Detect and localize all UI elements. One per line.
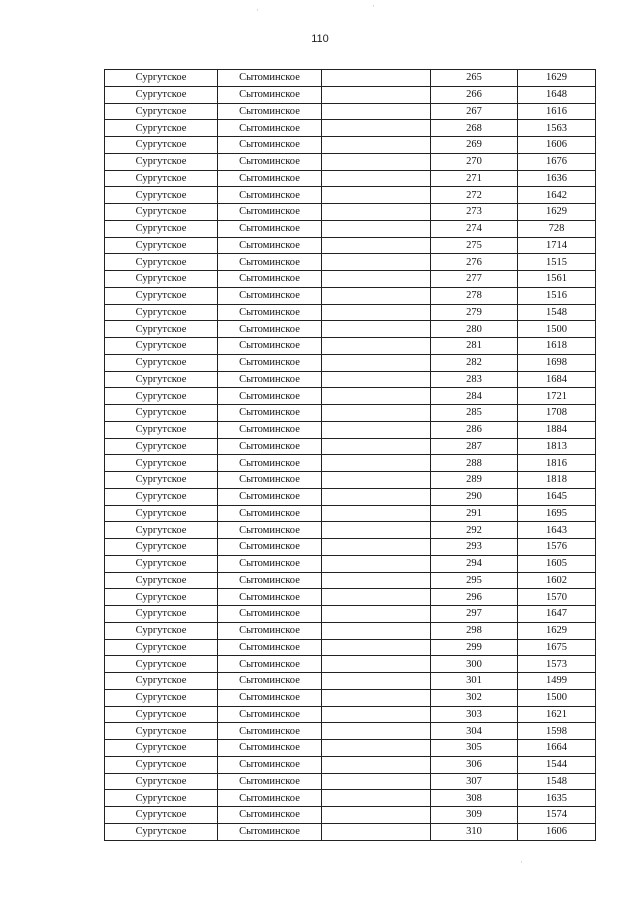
value-cell: 1573: [518, 656, 596, 673]
district-cell: Сургутское: [105, 723, 218, 740]
table-row: [105, 421, 596, 438]
district-cell: Сургутское: [105, 522, 218, 539]
table-row: [105, 673, 596, 690]
settlement-cell: Сытоминское: [218, 338, 322, 355]
number-cell: 303: [431, 706, 518, 723]
settlement-cell: Сытоминское: [218, 371, 322, 388]
value-cell: 1606: [518, 137, 596, 154]
settlement-cell: Сытоминское: [218, 689, 322, 706]
district-cell: Сургутское: [105, 438, 218, 455]
note-cell: [322, 70, 431, 87]
value-cell: 1664: [518, 740, 596, 757]
number-cell: 308: [431, 790, 518, 807]
district-cell: Сургутское: [105, 706, 218, 723]
number-cell: 306: [431, 756, 518, 773]
note-cell: [322, 790, 431, 807]
note-cell: [322, 321, 431, 338]
number-cell: 282: [431, 354, 518, 371]
value-cell: 1643: [518, 522, 596, 539]
value-cell: 1574: [518, 807, 596, 824]
number-cell: 304: [431, 723, 518, 740]
number-cell: 286: [431, 421, 518, 438]
district-cell: Сургутское: [105, 86, 218, 103]
district-cell: Сургутское: [105, 254, 218, 271]
settlement-cell: Сытоминское: [218, 304, 322, 321]
table-row: [105, 622, 596, 639]
scan-speck: ·: [256, 6, 259, 16]
note-cell: [322, 539, 431, 556]
table-row: [105, 204, 596, 221]
settlement-cell: Сытоминское: [218, 86, 322, 103]
settlement-cell: Сытоминское: [218, 756, 322, 773]
settlement-cell: Сытоминское: [218, 807, 322, 824]
number-cell: 276: [431, 254, 518, 271]
number-cell: 289: [431, 472, 518, 489]
note-cell: [322, 555, 431, 572]
note-cell: [322, 103, 431, 120]
table-row: [105, 321, 596, 338]
number-cell: 302: [431, 689, 518, 706]
table-row: [105, 790, 596, 807]
value-cell: 1708: [518, 405, 596, 422]
value-cell: 1563: [518, 120, 596, 137]
note-cell: [322, 723, 431, 740]
settlement-cell: Сытоминское: [218, 589, 322, 606]
value-cell: 1548: [518, 773, 596, 790]
settlement-cell: Сытоминское: [218, 287, 322, 304]
value-cell: 1606: [518, 823, 596, 840]
value-cell: 1629: [518, 622, 596, 639]
number-cell: 301: [431, 673, 518, 690]
value-cell: 1647: [518, 606, 596, 623]
district-cell: Сургутское: [105, 740, 218, 757]
value-cell: 1500: [518, 321, 596, 338]
value-cell: 1515: [518, 254, 596, 271]
number-cell: 274: [431, 220, 518, 237]
number-cell: 271: [431, 170, 518, 187]
district-cell: Сургутское: [105, 689, 218, 706]
value-cell: 1621: [518, 706, 596, 723]
settlement-cell: Сытоминское: [218, 639, 322, 656]
value-cell: 1816: [518, 455, 596, 472]
table-row: [105, 254, 596, 271]
settlement-cell: Сытоминское: [218, 237, 322, 254]
table-row: [105, 723, 596, 740]
number-cell: 287: [431, 438, 518, 455]
number-cell: 275: [431, 237, 518, 254]
table-row: [105, 438, 596, 455]
district-cell: Сургутское: [105, 589, 218, 606]
value-cell: 1598: [518, 723, 596, 740]
number-cell: 305: [431, 740, 518, 757]
note-cell: [322, 522, 431, 539]
note-cell: [322, 371, 431, 388]
value-cell: 1884: [518, 421, 596, 438]
settlement-cell: Сытоминское: [218, 103, 322, 120]
note-cell: [322, 505, 431, 522]
data-table: [104, 69, 596, 841]
district-cell: Сургутское: [105, 70, 218, 87]
number-cell: 298: [431, 622, 518, 639]
settlement-cell: Сытоминское: [218, 522, 322, 539]
value-cell: 1684: [518, 371, 596, 388]
value-cell: 1570: [518, 589, 596, 606]
table-row: [105, 271, 596, 288]
number-cell: 266: [431, 86, 518, 103]
district-cell: Сургутское: [105, 539, 218, 556]
district-cell: Сургутское: [105, 505, 218, 522]
settlement-cell: Сытоминское: [218, 438, 322, 455]
table-row: [105, 706, 596, 723]
table-row: [105, 572, 596, 589]
value-cell: 1544: [518, 756, 596, 773]
table-row: [105, 103, 596, 120]
table-row: [105, 287, 596, 304]
value-cell: 1698: [518, 354, 596, 371]
note-cell: [322, 120, 431, 137]
district-cell: Сургутское: [105, 187, 218, 204]
table-row: [105, 656, 596, 673]
table-row: [105, 237, 596, 254]
settlement-cell: Сытоминское: [218, 706, 322, 723]
value-cell: 1675: [518, 639, 596, 656]
table-row: [105, 187, 596, 204]
note-cell: [322, 807, 431, 824]
number-cell: 281: [431, 338, 518, 355]
district-cell: Сургутское: [105, 488, 218, 505]
settlement-cell: Сытоминское: [218, 187, 322, 204]
settlement-cell: Сытоминское: [218, 488, 322, 505]
number-cell: 270: [431, 153, 518, 170]
district-cell: Сургутское: [105, 606, 218, 623]
value-cell: 1618: [518, 338, 596, 355]
district-cell: Сургутское: [105, 287, 218, 304]
district-cell: Сургутское: [105, 170, 218, 187]
table-row: [105, 455, 596, 472]
value-cell: 728: [518, 220, 596, 237]
table-row: [105, 120, 596, 137]
table-row: [105, 137, 596, 154]
district-cell: Сургутское: [105, 656, 218, 673]
settlement-cell: Сытоминское: [218, 388, 322, 405]
settlement-cell: Сытоминское: [218, 405, 322, 422]
number-cell: 292: [431, 522, 518, 539]
settlement-cell: Сытоминское: [218, 572, 322, 589]
value-cell: 1516: [518, 287, 596, 304]
table-row: [105, 555, 596, 572]
table-row: [105, 589, 596, 606]
district-cell: Сургутское: [105, 673, 218, 690]
district-cell: Сургутское: [105, 220, 218, 237]
note-cell: [322, 220, 431, 237]
note-cell: [322, 689, 431, 706]
settlement-cell: Сытоминское: [218, 354, 322, 371]
number-cell: 296: [431, 589, 518, 606]
district-cell: Сургутское: [105, 204, 218, 221]
number-cell: 278: [431, 287, 518, 304]
scan-speck: ·: [372, 2, 375, 12]
note-cell: [322, 170, 431, 187]
number-cell: 295: [431, 572, 518, 589]
settlement-cell: Сытоминское: [218, 472, 322, 489]
note-cell: [322, 153, 431, 170]
district-cell: Сургутское: [105, 137, 218, 154]
table-row: [105, 539, 596, 556]
district-cell: Сургутское: [105, 622, 218, 639]
table-row: [105, 153, 596, 170]
note-cell: [322, 455, 431, 472]
value-cell: 1499: [518, 673, 596, 690]
table-row: [105, 388, 596, 405]
table-row: [105, 354, 596, 371]
number-cell: 273: [431, 204, 518, 221]
district-cell: Сургутское: [105, 371, 218, 388]
note-cell: [322, 421, 431, 438]
value-cell: 1714: [518, 237, 596, 254]
table-row: [105, 70, 596, 87]
table-row: [105, 823, 596, 840]
settlement-cell: Сытоминское: [218, 421, 322, 438]
table-row: [105, 405, 596, 422]
district-cell: Сургутское: [105, 555, 218, 572]
table-row: [105, 689, 596, 706]
district-cell: Сургутское: [105, 773, 218, 790]
note-cell: [322, 589, 431, 606]
number-cell: 265: [431, 70, 518, 87]
table-row: [105, 86, 596, 103]
number-cell: 272: [431, 187, 518, 204]
note-cell: [322, 338, 431, 355]
table-row: [105, 220, 596, 237]
note-cell: [322, 187, 431, 204]
district-cell: Сургутское: [105, 455, 218, 472]
settlement-cell: Сытоминское: [218, 254, 322, 271]
district-cell: Сургутское: [105, 639, 218, 656]
table-row: [105, 639, 596, 656]
district-cell: Сургутское: [105, 271, 218, 288]
value-cell: 1648: [518, 86, 596, 103]
value-cell: 1605: [518, 555, 596, 572]
table-body: [105, 70, 596, 841]
number-cell: 294: [431, 555, 518, 572]
note-cell: [322, 438, 431, 455]
settlement-cell: Сытоминское: [218, 773, 322, 790]
table-row: [105, 522, 596, 539]
note-cell: [322, 287, 431, 304]
number-cell: 269: [431, 137, 518, 154]
settlement-cell: Сытоминское: [218, 137, 322, 154]
settlement-cell: Сытоминское: [218, 321, 322, 338]
value-cell: 1635: [518, 790, 596, 807]
value-cell: 1500: [518, 689, 596, 706]
table-row: [105, 807, 596, 824]
settlement-cell: Сытоминское: [218, 673, 322, 690]
value-cell: 1561: [518, 271, 596, 288]
number-cell: 283: [431, 371, 518, 388]
value-cell: 1721: [518, 388, 596, 405]
note-cell: [322, 405, 431, 422]
note-cell: [322, 622, 431, 639]
note-cell: [322, 756, 431, 773]
district-cell: Сургутское: [105, 304, 218, 321]
settlement-cell: Сытоминское: [218, 555, 322, 572]
district-cell: Сургутское: [105, 823, 218, 840]
note-cell: [322, 304, 431, 321]
scan-speck: ·: [520, 858, 523, 868]
district-cell: Сургутское: [105, 756, 218, 773]
district-cell: Сургутское: [105, 354, 218, 371]
note-cell: [322, 472, 431, 489]
value-cell: 1642: [518, 187, 596, 204]
table-row: [105, 488, 596, 505]
note-cell: [322, 388, 431, 405]
settlement-cell: Сытоминское: [218, 170, 322, 187]
value-cell: 1676: [518, 153, 596, 170]
number-cell: 267: [431, 103, 518, 120]
table-row: [105, 606, 596, 623]
settlement-cell: Сытоминское: [218, 656, 322, 673]
note-cell: [322, 656, 431, 673]
value-cell: 1576: [518, 539, 596, 556]
settlement-cell: Сытоминское: [218, 723, 322, 740]
note-cell: [322, 488, 431, 505]
settlement-cell: Сытоминское: [218, 204, 322, 221]
number-cell: 268: [431, 120, 518, 137]
note-cell: [322, 137, 431, 154]
table-row: [105, 170, 596, 187]
note-cell: [322, 606, 431, 623]
settlement-cell: Сытоминское: [218, 271, 322, 288]
value-cell: 1813: [518, 438, 596, 455]
note-cell: [322, 740, 431, 757]
value-cell: 1616: [518, 103, 596, 120]
settlement-cell: Сытоминское: [218, 505, 322, 522]
note-cell: [322, 572, 431, 589]
number-cell: 297: [431, 606, 518, 623]
district-cell: Сургутское: [105, 472, 218, 489]
number-cell: 279: [431, 304, 518, 321]
number-cell: 309: [431, 807, 518, 824]
note-cell: [322, 204, 431, 221]
table-row: [105, 338, 596, 355]
value-cell: 1548: [518, 304, 596, 321]
note-cell: [322, 673, 431, 690]
district-cell: Сургутское: [105, 405, 218, 422]
table-row: [105, 304, 596, 321]
number-cell: 307: [431, 773, 518, 790]
settlement-cell: Сытоминское: [218, 606, 322, 623]
page-number: 110: [311, 33, 329, 45]
settlement-cell: Сытоминское: [218, 790, 322, 807]
number-cell: 299: [431, 639, 518, 656]
settlement-cell: Сытоминское: [218, 740, 322, 757]
district-cell: Сургутское: [105, 790, 218, 807]
number-cell: 300: [431, 656, 518, 673]
table-row: [105, 740, 596, 757]
table-row: [105, 756, 596, 773]
number-cell: 290: [431, 488, 518, 505]
value-cell: 1629: [518, 70, 596, 87]
value-cell: 1636: [518, 170, 596, 187]
settlement-cell: Сытоминское: [218, 70, 322, 87]
note-cell: [322, 271, 431, 288]
settlement-cell: Сытоминское: [218, 823, 322, 840]
value-cell: 1695: [518, 505, 596, 522]
number-cell: 285: [431, 405, 518, 422]
settlement-cell: Сытоминское: [218, 622, 322, 639]
number-cell: 291: [431, 505, 518, 522]
district-cell: Сургутское: [105, 321, 218, 338]
district-cell: Сургутское: [105, 338, 218, 355]
value-cell: 1629: [518, 204, 596, 221]
value-cell: 1818: [518, 472, 596, 489]
value-cell: 1602: [518, 572, 596, 589]
number-cell: 284: [431, 388, 518, 405]
table-row: [105, 773, 596, 790]
settlement-cell: Сытоминское: [218, 120, 322, 137]
table-row: [105, 472, 596, 489]
district-cell: Сургутское: [105, 120, 218, 137]
number-cell: 310: [431, 823, 518, 840]
settlement-cell: Сытоминское: [218, 455, 322, 472]
note-cell: [322, 823, 431, 840]
district-cell: Сургутское: [105, 237, 218, 254]
note-cell: [322, 773, 431, 790]
value-cell: 1645: [518, 488, 596, 505]
note-cell: [322, 706, 431, 723]
district-cell: Сургутское: [105, 103, 218, 120]
note-cell: [322, 237, 431, 254]
settlement-cell: Сытоминское: [218, 153, 322, 170]
district-cell: Сургутское: [105, 153, 218, 170]
note-cell: [322, 639, 431, 656]
note-cell: [322, 254, 431, 271]
district-cell: Сургутское: [105, 807, 218, 824]
number-cell: 293: [431, 539, 518, 556]
settlement-cell: Сытоминское: [218, 220, 322, 237]
district-cell: Сургутское: [105, 421, 218, 438]
district-cell: Сургутское: [105, 388, 218, 405]
note-cell: [322, 86, 431, 103]
number-cell: 280: [431, 321, 518, 338]
district-cell: Сургутское: [105, 572, 218, 589]
settlement-cell: Сытоминское: [218, 539, 322, 556]
table-row: [105, 505, 596, 522]
table-row: [105, 371, 596, 388]
number-cell: 288: [431, 455, 518, 472]
number-cell: 277: [431, 271, 518, 288]
note-cell: [322, 354, 431, 371]
